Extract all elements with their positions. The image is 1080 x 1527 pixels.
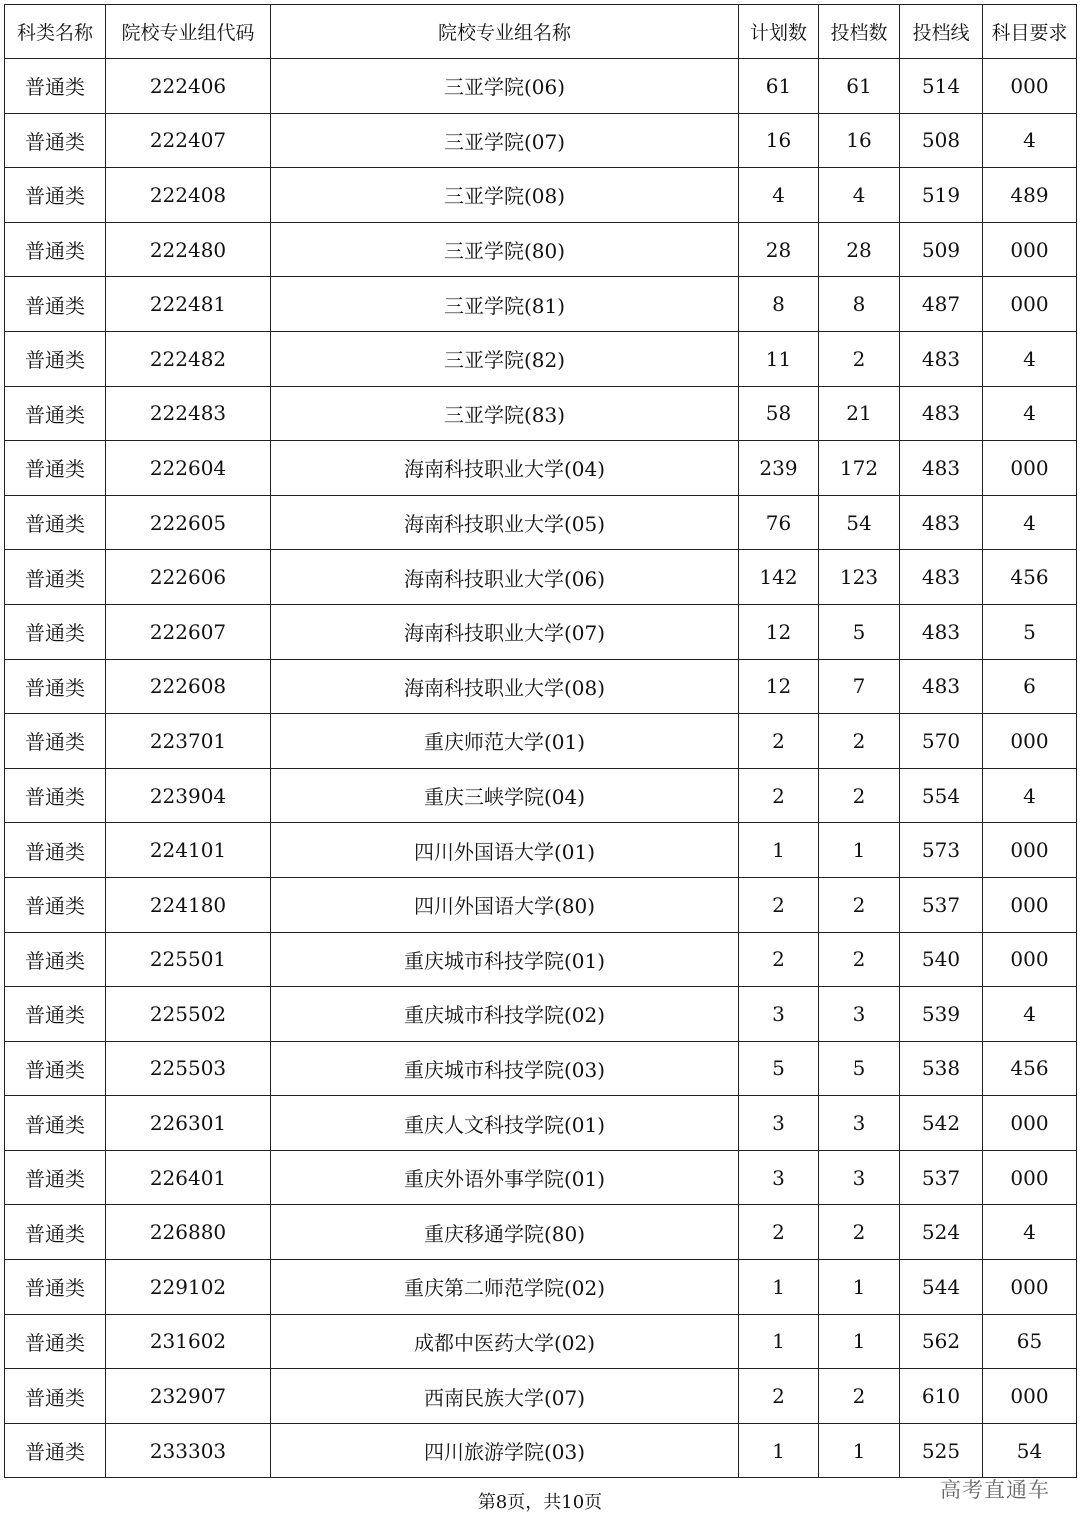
cell-category: 普通类: [5, 59, 106, 114]
cell-plan-count: 2: [739, 932, 819, 987]
cell-cutoff-score: 483: [900, 495, 983, 550]
cell-admit-count: 2: [819, 768, 900, 823]
cell-plan-count: 28: [739, 222, 819, 277]
cell-subject-req: 000: [983, 59, 1077, 114]
cell-plan-count: 142: [739, 550, 819, 605]
cell-group-code: 224101: [106, 823, 271, 878]
cell-cutoff-score: 524: [900, 1205, 983, 1260]
cell-group-code: 222608: [106, 659, 271, 714]
header-plan-count: 计划数: [739, 5, 819, 59]
watermark-logo-text: 高考直通车: [940, 1478, 1050, 1502]
cell-category: 普通类: [5, 222, 106, 277]
cell-group-code: 225502: [106, 987, 271, 1042]
header-group-name: 院校专业组名称: [271, 5, 739, 59]
table-row: [5, 604, 1077, 659]
cell-category: 普通类: [5, 877, 106, 932]
cell-subject-req: 489: [983, 168, 1077, 223]
cell-subject-req: 000: [983, 1150, 1077, 1205]
cell-subject-req: 4: [983, 495, 1077, 550]
cell-plan-count: 76: [739, 495, 819, 550]
cell-group-name: 重庆城市科技学院(03): [271, 1041, 739, 1096]
cell-category: 普通类: [5, 331, 106, 386]
cell-category: 普通类: [5, 1314, 106, 1369]
table-row: [5, 113, 1077, 168]
table-row: [5, 659, 1077, 714]
cell-cutoff-score: 537: [900, 877, 983, 932]
cell-group-code: 233303: [106, 1423, 271, 1478]
cell-group-code: 222482: [106, 331, 271, 386]
cell-cutoff-score: 483: [900, 604, 983, 659]
cell-cutoff-score: 562: [900, 1314, 983, 1369]
cell-group-name: 海南科技职业大学(04): [271, 441, 739, 496]
cell-category: 普通类: [5, 1205, 106, 1260]
cell-plan-count: 1: [739, 1423, 819, 1478]
table-row: [5, 877, 1077, 932]
cell-subject-req: 456: [983, 1041, 1077, 1096]
cell-cutoff-score: 483: [900, 659, 983, 714]
cell-group-name: 四川外国语大学(01): [271, 823, 739, 878]
table-row: [5, 222, 1077, 277]
cell-group-code: 222408: [106, 168, 271, 223]
cell-group-name: 三亚学院(82): [271, 331, 739, 386]
cell-subject-req: 456: [983, 550, 1077, 605]
cell-group-name: 三亚学院(83): [271, 386, 739, 441]
table-row: [5, 441, 1077, 496]
cell-group-code: 226401: [106, 1150, 271, 1205]
cell-cutoff-score: 539: [900, 987, 983, 1042]
admission-table: [4, 4, 1077, 1478]
cell-group-name: 三亚学院(80): [271, 222, 739, 277]
cell-group-name: 四川外国语大学(80): [271, 877, 739, 932]
cell-admit-count: 2: [819, 877, 900, 932]
cell-admit-count: 21: [819, 386, 900, 441]
cell-category: 普通类: [5, 823, 106, 878]
cell-subject-req: 000: [983, 1369, 1077, 1424]
cell-plan-count: 16: [739, 113, 819, 168]
cell-plan-count: 2: [739, 714, 819, 769]
table-header-row: [5, 5, 1077, 59]
cell-group-code: 222606: [106, 550, 271, 605]
cell-group-name: 海南科技职业大学(08): [271, 659, 739, 714]
cell-admit-count: 28: [819, 222, 900, 277]
table-row: [5, 1096, 1077, 1151]
cell-admit-count: 16: [819, 113, 900, 168]
cell-plan-count: 239: [739, 441, 819, 496]
table-row: [5, 550, 1077, 605]
cell-admit-count: 54: [819, 495, 900, 550]
cell-subject-req: 6: [983, 659, 1077, 714]
cell-category: 普通类: [5, 1369, 106, 1424]
cell-plan-count: 61: [739, 59, 819, 114]
cell-cutoff-score: 483: [900, 441, 983, 496]
cell-cutoff-score: 544: [900, 1260, 983, 1315]
header-subject-req: 科目要求: [983, 5, 1077, 59]
cell-admit-count: 3: [819, 987, 900, 1042]
cell-group-code: 222406: [106, 59, 271, 114]
cell-admit-count: 61: [819, 59, 900, 114]
cell-plan-count: 4: [739, 168, 819, 223]
cell-group-code: 224180: [106, 877, 271, 932]
cell-group-name: 三亚学院(08): [271, 168, 739, 223]
cell-plan-count: 12: [739, 604, 819, 659]
cell-plan-count: 1: [739, 1260, 819, 1315]
table-row: [5, 987, 1077, 1042]
cell-cutoff-score: 483: [900, 386, 983, 441]
cell-plan-count: 2: [739, 877, 819, 932]
cell-group-code: 225503: [106, 1041, 271, 1096]
cell-admit-count: 4: [819, 168, 900, 223]
table-row: [5, 823, 1077, 878]
cell-group-name: 海南科技职业大学(07): [271, 604, 739, 659]
cell-cutoff-score: 570: [900, 714, 983, 769]
cell-category: 普通类: [5, 714, 106, 769]
cell-subject-req: 000: [983, 277, 1077, 332]
cell-cutoff-score: 537: [900, 1150, 983, 1205]
cell-group-name: 海南科技职业大学(05): [271, 495, 739, 550]
cell-cutoff-score: 487: [900, 277, 983, 332]
cell-cutoff-score: 509: [900, 222, 983, 277]
cell-subject-req: 000: [983, 877, 1077, 932]
cell-category: 普通类: [5, 277, 106, 332]
table-row: [5, 331, 1077, 386]
header-group-code: 院校专业组代码: [106, 5, 271, 59]
cell-admit-count: 2: [819, 714, 900, 769]
cell-group-name: 重庆第二师范学院(02): [271, 1260, 739, 1315]
cell-subject-req: 4: [983, 113, 1077, 168]
cell-cutoff-score: 540: [900, 932, 983, 987]
cell-subject-req: 4: [983, 1205, 1077, 1260]
cell-admit-count: 1: [819, 1314, 900, 1369]
cell-category: 普通类: [5, 495, 106, 550]
cell-group-code: 229102: [106, 1260, 271, 1315]
header-cutoff-score: 投档线: [900, 5, 983, 59]
cell-plan-count: 58: [739, 386, 819, 441]
cell-cutoff-score: 483: [900, 550, 983, 605]
cell-category: 普通类: [5, 768, 106, 823]
cell-cutoff-score: 554: [900, 768, 983, 823]
cell-subject-req: 000: [983, 1260, 1077, 1315]
cell-plan-count: 2: [739, 1369, 819, 1424]
table-row: [5, 1423, 1077, 1478]
cell-admit-count: 8: [819, 277, 900, 332]
header-category: 科类名称: [5, 5, 106, 59]
cell-plan-count: 12: [739, 659, 819, 714]
cell-group-name: 重庆人文科技学院(01): [271, 1096, 739, 1151]
cell-admit-count: 5: [819, 604, 900, 659]
table-row: [5, 714, 1077, 769]
cell-admit-count: 1: [819, 1260, 900, 1315]
cell-group-name: 重庆师范大学(01): [271, 714, 739, 769]
cell-category: 普通类: [5, 113, 106, 168]
cell-category: 普通类: [5, 659, 106, 714]
table-row: [5, 386, 1077, 441]
cell-subject-req: 000: [983, 714, 1077, 769]
cell-cutoff-score: 542: [900, 1096, 983, 1151]
cell-category: 普通类: [5, 1041, 106, 1096]
cell-category: 普通类: [5, 550, 106, 605]
cell-subject-req: 4: [983, 768, 1077, 823]
table-row: [5, 1369, 1077, 1424]
cell-group-code: 225501: [106, 932, 271, 987]
cell-subject-req: 000: [983, 1096, 1077, 1151]
table-row: [5, 1041, 1077, 1096]
table-row: [5, 168, 1077, 223]
cell-subject-req: 000: [983, 441, 1077, 496]
table-row: [5, 1314, 1077, 1369]
cell-subject-req: 000: [983, 823, 1077, 878]
cell-cutoff-score: 514: [900, 59, 983, 114]
cell-group-name: 重庆移通学院(80): [271, 1205, 739, 1260]
cell-cutoff-score: 573: [900, 823, 983, 878]
cell-group-name: 海南科技职业大学(06): [271, 550, 739, 605]
cell-cutoff-score: 508: [900, 113, 983, 168]
cell-category: 普通类: [5, 932, 106, 987]
cell-plan-count: 1: [739, 823, 819, 878]
cell-admit-count: 2: [819, 331, 900, 386]
cell-category: 普通类: [5, 441, 106, 496]
cell-cutoff-score: 525: [900, 1423, 983, 1478]
cell-group-code: 222483: [106, 386, 271, 441]
cell-subject-req: 5: [983, 604, 1077, 659]
table-row: [5, 932, 1077, 987]
table-row: [5, 59, 1077, 114]
cell-admit-count: 172: [819, 441, 900, 496]
cell-group-code: 231602: [106, 1314, 271, 1369]
cell-group-name: 重庆城市科技学院(01): [271, 932, 739, 987]
cell-subject-req: 54: [983, 1423, 1077, 1478]
table-row: [5, 1150, 1077, 1205]
cell-plan-count: 1: [739, 1314, 819, 1369]
cell-subject-req: 4: [983, 331, 1077, 386]
cell-subject-req: 000: [983, 932, 1077, 987]
cell-cutoff-score: 538: [900, 1041, 983, 1096]
cell-group-name: 三亚学院(06): [271, 59, 739, 114]
cell-admit-count: 2: [819, 932, 900, 987]
cell-admit-count: 7: [819, 659, 900, 714]
cell-subject-req: 65: [983, 1314, 1077, 1369]
cell-subject-req: 4: [983, 987, 1077, 1042]
cell-category: 普通类: [5, 987, 106, 1042]
cell-group-code: 222604: [106, 441, 271, 496]
cell-group-code: 232907: [106, 1369, 271, 1424]
cell-category: 普通类: [5, 386, 106, 441]
cell-category: 普通类: [5, 604, 106, 659]
cell-category: 普通类: [5, 1423, 106, 1478]
cell-admit-count: 1: [819, 823, 900, 878]
cell-admit-count: 1: [819, 1423, 900, 1478]
cell-plan-count: 2: [739, 768, 819, 823]
cell-group-name: 成都中医药大学(02): [271, 1314, 739, 1369]
table-row: [5, 495, 1077, 550]
page-number: 第8页，共10页: [477, 1492, 603, 1513]
cell-category: 普通类: [5, 1260, 106, 1315]
cell-admit-count: 123: [819, 550, 900, 605]
cell-group-code: 222605: [106, 495, 271, 550]
cell-plan-count: 3: [739, 987, 819, 1042]
table-row: [5, 768, 1077, 823]
cell-group-name: 重庆城市科技学院(02): [271, 987, 739, 1042]
cell-group-code: 226301: [106, 1096, 271, 1151]
cell-subject-req: 4: [983, 386, 1077, 441]
table-row: [5, 1260, 1077, 1315]
cell-admit-count: 3: [819, 1150, 900, 1205]
cell-admit-count: 3: [819, 1096, 900, 1151]
cell-admit-count: 2: [819, 1205, 900, 1260]
cell-group-name: 重庆外语外事学院(01): [271, 1150, 739, 1205]
cell-group-code: 223904: [106, 768, 271, 823]
cell-plan-count: 8: [739, 277, 819, 332]
cell-plan-count: 2: [739, 1205, 819, 1260]
cell-cutoff-score: 610: [900, 1369, 983, 1424]
cell-group-name: 西南民族大学(07): [271, 1369, 739, 1424]
table-body: [5, 59, 1077, 1478]
cell-admit-count: 5: [819, 1041, 900, 1096]
cell-group-name: 三亚学院(07): [271, 113, 739, 168]
cell-admit-count: 2: [819, 1369, 900, 1424]
cell-cutoff-score: 483: [900, 331, 983, 386]
cell-group-name: 三亚学院(81): [271, 277, 739, 332]
cell-category: 普通类: [5, 1096, 106, 1151]
cell-category: 普通类: [5, 168, 106, 223]
cell-group-code: 222607: [106, 604, 271, 659]
cell-plan-count: 3: [739, 1096, 819, 1151]
header-admit-count: 投档数: [819, 5, 900, 59]
table-row: [5, 277, 1077, 332]
cell-group-code: 226880: [106, 1205, 271, 1260]
cell-group-code: 222480: [106, 222, 271, 277]
cell-plan-count: 3: [739, 1150, 819, 1205]
cell-cutoff-score: 519: [900, 168, 983, 223]
cell-subject-req: 000: [983, 222, 1077, 277]
cell-plan-count: 5: [739, 1041, 819, 1096]
table-row: [5, 1205, 1077, 1260]
cell-group-name: 四川旅游学院(03): [271, 1423, 739, 1478]
cell-plan-count: 11: [739, 331, 819, 386]
cell-group-code: 222407: [106, 113, 271, 168]
cell-category: 普通类: [5, 1150, 106, 1205]
cell-group-code: 223701: [106, 714, 271, 769]
cell-group-code: 222481: [106, 277, 271, 332]
cell-group-name: 重庆三峡学院(04): [271, 768, 739, 823]
